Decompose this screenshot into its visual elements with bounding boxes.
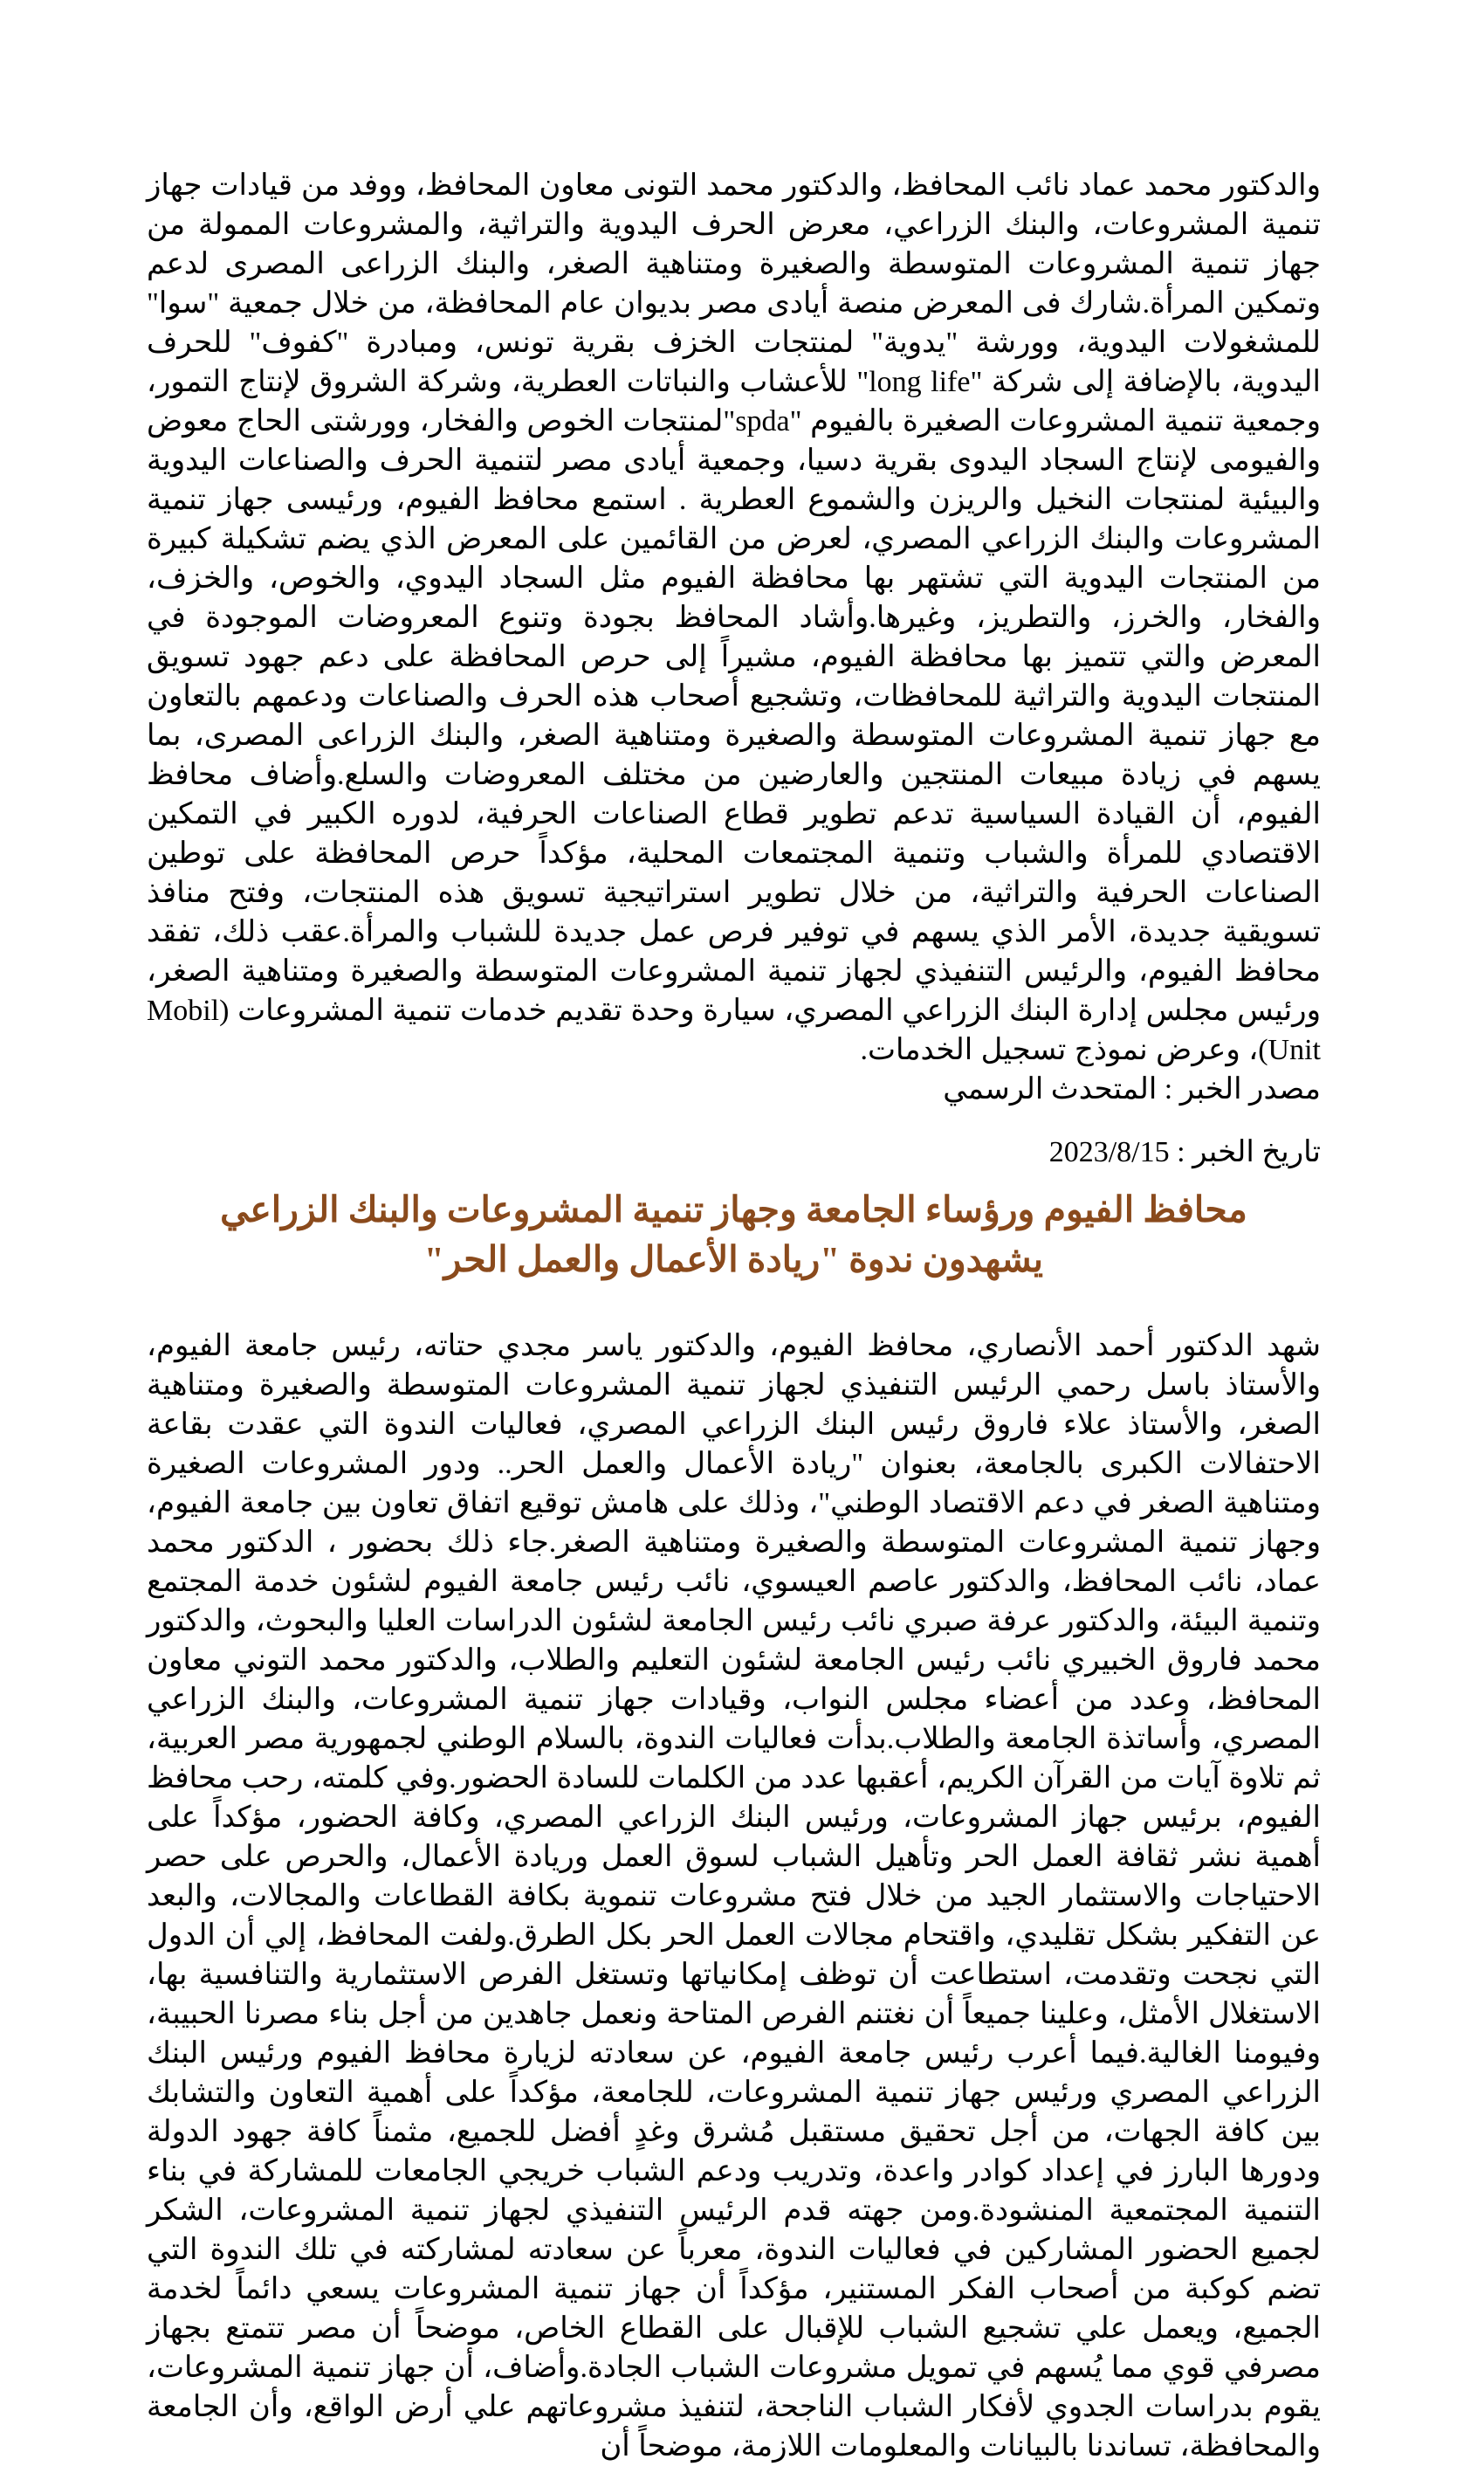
news-source-line: مصدر الخبر : المتحدث الرسمي <box>943 1073 1321 1106</box>
article-heading-line-2: يشهدون ندوة "ريادة الأعمال والعمل الحر" <box>423 1239 1044 1279</box>
article-heading <box>147 1185 1321 1285</box>
article-paragraph-1: والدكتور محمد عماد نائب المحافظ، والدكتور محمد التونى معاون المحافظ، ووفد من قيادات جهاز تنمية المشروعات، والبنك الزراعي، معرض الحرف اليدوية والتراثية، والمشروعات الممولة من جهاز تنمية المشروعات المتوسطة والصغيرة ومتناهية الصغر، والبنك الزراعى المصرى لدعم وتمكين المرأة.شارك فى المعرض منصة أيادى مصر بديوان عام المحافظة، من خلال جمعية "سوا" للمشغولات اليدوية، وورشة "يدوية" لمنتجات الخزف بقرية تونس، ومبادرة "كفوف" للحرف اليدوية، بالإضافة إلى شركة "long life" للأعشاب والنباتات العطرية، وشركة الشروق لإنتاج التمور، وجمعية تنمية المشروعات الصغيرة بالفيوم "spda"لمنتجات الخوص والفخار، وورشتى الحاج معوض والفيومى لإنتاج السجاد اليدوى بقرية دسيا، وجمعية أيادى مصر لتنمية الحرف والصناعات اليدوية والبيئية لمنتجات النخيل والريزن والشموع العطرية . استمع محافظ الفيوم، ورئيسى جهاز تنمية المشروعات والبنك الزراعي المصري، لعرض من القائمين على المعرض الذي يضم تشكيلة كبيرة من المنتجات اليدوية التي تشتهر بها محافظة الفيوم مثل السجاد اليدوي، والخوص، والخزف، والفخار، والخرز، والتطريز، وغيرها.وأشاد المحافظ بجودة وتنوع المعروضات الموجودة في المعرض والتي تتميز بها محافظة الفيوم، مشيراً إلى حرص المحافظة على دعم جهود تسويق المنتجات اليدوية والتراثية للمحافظات، وتشجيع أصحاب هذه الحرف والصناعات ودعمهم بالتعاون مع جهاز تنمية المشروعات المتوسطة والصغيرة ومتناهية الصغر، والبنك الزراعى المصرى، بما يسهم في زيادة مبيعات المنتجين والعارضين من مختلف المعروضات والسلع.وأضاف محافظ الفيوم، أن القيادة السياسية تدعم تطوير قطاع الصناعات الحرفية، لدوره الكبير في التمكين الاقتصادي للمرأة والشباب وتنمية المجتمعات المحلية، مؤكداً حرص المحافظة على توطين الصناعات الحرفية والتراثية، من خلال تطوير استراتيجية تسويق هذه المنتجات، وفتح منافذ تسويقية جديدة، الأمر الذي يسهم في توفير فرص عمل جديدة للشباب والمرأة.عقب ذلك، تفقد محافظ الفيوم، والرئيس التنفيذي لجهاز تنمية المشروعات المتوسطة والصغيرة ومتناهية الصغر، ورئيس مجلس إدارة البنك الزراعي المصري، سيارة وحدة تقديم خدمات تنمية المشروعات (Mobil Unit)، وعرض نموذج تسجيل الخدمات. <box>147 169 1322 1066</box>
news-date-line: تاريخ الخبر : 2023/8/15 <box>1048 1136 1321 1168</box>
article-heading-line-1: محافظ الفيوم ورؤساء الجامعة وجهاز تنمية المشروعات والبنك الزراعي <box>220 1189 1247 1230</box>
article-paragraph-2: شهد الدكتور أحمد الأنصاري، محافظ الفيوم، والدكتور ياسر مجدي حتاته، رئيس جامعة الفيوم، والأستاذ باسل رحمي الرئيس التنفيذي لجهاز تنمية المشروعات المتوسطة والصغيرة ومتناهية الصغر، والأستاذ علاء فاروق رئيس البنك الزراعي المصري، فعاليات الندوة التي عقدت بقاعة الاحتفالات الكبرى بالجامعة، بعنوان "ريادة الأعمال والعمل الحر.. ودور المشروعات الصغيرة ومتناهية الصغر في دعم الاقتصاد الوطني"، وذلك على هامش توقيع اتفاق تعاون بين جامعة الفيوم، وجهاز تنمية المشروعات المتوسطة والصغيرة ومتناهية الصغر.جاء ذلك بحضور ، الدكتور محمد عماد، نائب المحافظ، والدكتور عاصم العيسوي، نائب رئيس جامعة الفيوم لشئون خدمة المجتمع وتنمية البيئة، والدكتور عرفة صبري نائب رئيس الجامعة لشئون الدراسات العليا والبحوث، والدكتور محمد فاروق الخبيري نائب رئيس الجامعة لشئون التعليم والطلاب، والدكتور محمد التوني معاون المحافظ، وعدد من أعضاء مجلس النواب، وقيادات جهاز تنمية المشروعات، والبنك الزراعي المصري، وأساتذة الجامعة والطلاب.بدأت فعاليات الندوة، بالسلام الوطني لجمهورية مصر العربية، ثم تلاوة آيات من القرآن الكريم، أعقبها عدد من الكلمات للسادة الحضور.وفي كلمته، رحب محافظ الفيوم، برئيس جهاز المشروعات، ورئيس البنك الزراعي المصري، وكافة الحضور، مؤكداً على أهمية نشر ثقافة العمل الحر وتأهيل الشباب لسوق العمل وريادة الأعمال، والحرص على حصر الاحتياجات والاستثمار الجيد من خلال فتح مشروعات تنموية بكافة القطاعات والمجالات، والبعد عن التفكير بشكل تقليدي، واقتحام مجالات العمل الحر بكل الطرق.ولفت المحافظ، إلي أن الدول التي نجحت وتقدمت، استطاعت أن توظف إمكانياتها وتستغل الفرص الاستثمارية والتنافسية بها، الاستغلال الأمثل، وعلينا جميعاً أن نغتنم الفرص المتاحة ونعمل جاهدين من أجل بناء مصرنا الحبيبة، وفيومنا الغالية.فيما أعرب رئيس جامعة الفيوم، عن سعادته لزيارة محافظ الفيوم ورئيس البنك الزراعي المصري ورئيس جهاز تنمية المشروعات، للجامعة، مؤكداً على أهمية التعاون والتشابك بين كافة الجهات، من أجل تحقيق مستقبل مُشرق وغدٍ أفضل للجميع، مثمناً كافة جهود الدولة ودورها البارز في إعداد كوادر واعدة، وتدريب ودعم الشباب خريجي الجامعات للمشاركة في بناء التنمية المجتمعية المنشودة.ومن جهته قدم الرئيس التنفيذي لجهاز تنمية المشروعات، الشكر لجميع الحضور المشاركين في فعاليات الندوة، معرباً عن سعادته لمشاركته في تلك الندوة التي تضم كوكبة من أصحاب الفكر المستنير، مؤكداً أن جهاز تنمية المشروعات يسعي دائماً لخدمة الجميع، ويعمل علي تشجيع الشباب للإقبال على القطاع الخاص، موضحاً أن مصر تتمتع بجهاز مصرفي قوي مما يُسهم في تمويل مشروعات الشباب الجادة.وأضاف، أن جهاز تنمية المشروعات، يقوم بدراسات الجدوي لأفكار الشباب الناجحة، لتنفيذ مشروعاتهم علي أرض الواقع، وأن الجامعة والمحافظة، تساندنا بالبيانات والمعلومات اللازمة، موضحاً أن <box>147 1330 1321 2463</box>
